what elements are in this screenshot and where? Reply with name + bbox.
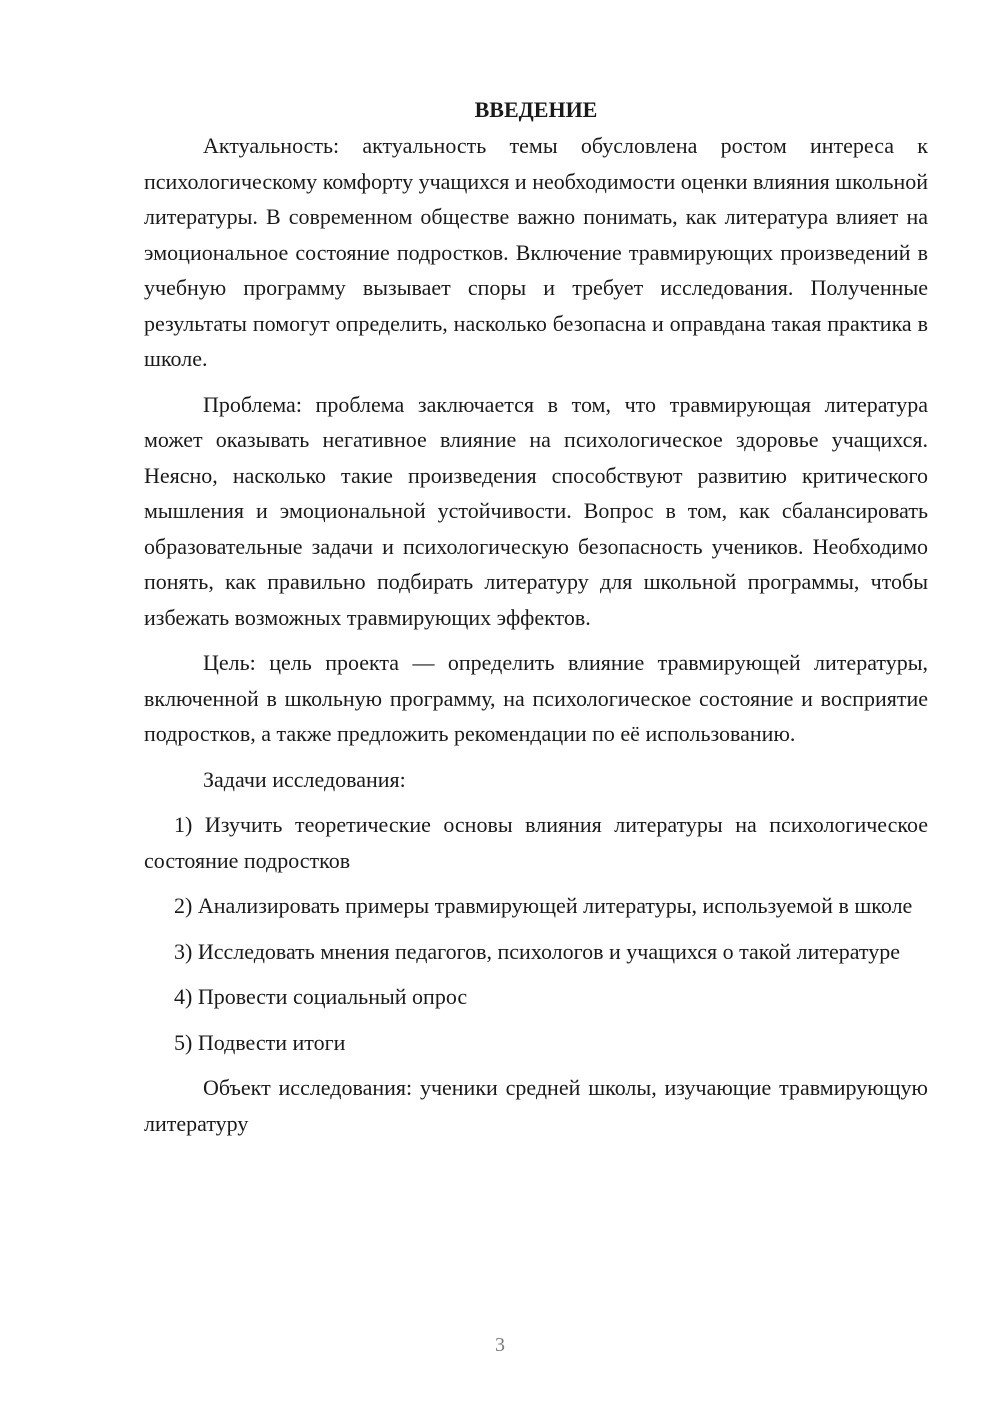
page-number: 3	[495, 1334, 505, 1356]
research-object-paragraph: Объект исследования: ученики средней школы, изучающие травмирующую литературу	[144, 1075, 928, 1136]
task-item-4: 4) Провести социальный опрос	[174, 984, 468, 1009]
task-item-5: 5) Подвести итоги	[174, 1029, 346, 1055]
page-content	[144, 92, 928, 1141]
task-item-3: 3) Исследовать мнения педагогов, психологов и учащихся о такой литературе	[174, 938, 900, 964]
section-heading: ВВЕДЕНИЕ	[474, 97, 598, 122]
problem-paragraph: Проблема: проблема заключается в том, что травмирующая литература может оказывать негативное влияние на психологическое здоровье учащихся. Неясно, насколько такие произведения способствуют развитию критического мышления и эмоциональной устойчивости. Вопрос в том, как сбалансировать образовательные задачи и психологическую безопасность учеников. Необходимо понять, как правильно подбирать литературу для школьной программы, чтобы избежать возможных травмирующих эффектов.	[144, 391, 928, 630]
tasks-heading: Задачи исследования:	[203, 766, 406, 792]
task-item-1: 1) Изучить теоретические основы влияния литературы на психологическое состояние подростков	[144, 812, 928, 873]
relevance-paragraph: Актуальность: актуальность темы обусловлена ростом интереса к психологическому комфорту учащихся и необходимости оценки влияния школьной литературы. В современном обществе важно понимать, как литература влияет на эмоциональное состояние подростков. Включение травмирующих произведений в учебную программу вызывает споры и требует исследования. Полученные результаты помогут определить, насколько безопасна и оправдана такая практика в школе.	[144, 133, 928, 371]
goal-paragraph: Цель: цель проекта — определить влияние травмирующей литературы, включенной в школьную программу, на психологическое состояние и восприятие подростков, а также предложить рекомендации по её использованию.	[144, 650, 928, 746]
task-item-2: 2) Анализировать примеры травмирующей литературы, используемой в школе	[174, 893, 913, 918]
